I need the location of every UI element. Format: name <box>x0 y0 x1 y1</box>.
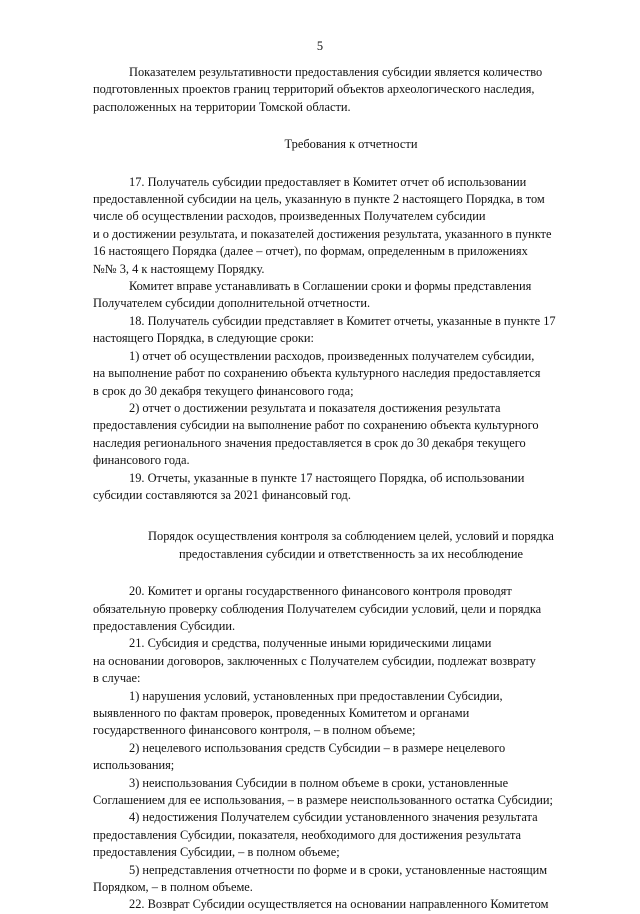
paragraph-17 <box>93 174 609 278</box>
text-line: Порядком, – в полном объеме. <box>93 880 253 895</box>
paragraph-22 <box>93 896 609 913</box>
text-line: предоставления Субсидии. <box>93 618 236 633</box>
text-line: 18. Получатель субсидии представляет в Комитет отчеты, указанные в пункте 17 <box>129 313 556 328</box>
text-line: Получателем субсидии дополнительной отчетности. <box>93 296 371 311</box>
text-line: числе об осуществлении расходов, произведенных Получателем субсидии <box>93 209 486 224</box>
section-title-reporting: Требования к отчетности <box>284 137 418 152</box>
text-line: Соглашением для ее использования, – в размере неиспользованного остатка Субсидии; <box>93 793 554 808</box>
section-title-control <box>93 528 609 563</box>
paragraph-21-item-3 <box>93 775 609 810</box>
text-line: подготовленных проектов границ территорий объектов археологического наследия, <box>93 82 535 97</box>
paragraph-18-item-2 <box>93 400 609 470</box>
text-line: субсидии составляются за 2021 финансовый год. <box>93 487 351 502</box>
text-line: 2) отчет о достижении результата и показателя достижения результата <box>129 400 501 415</box>
text-line: настоящего Порядка, в следующие сроки: <box>93 331 314 346</box>
text-line: 2) нецелевого использования средств Субсидии – в размере нецелевого <box>129 740 506 755</box>
text-line: финансового года. <box>93 453 190 468</box>
text-line: 16 настоящего Порядка (далее – отчет), по формам, определенным в приложениях <box>93 244 528 259</box>
text-line: выявленного по фактам проверок, проведенных Комитетом и органами <box>93 706 470 720</box>
text-line: государственного финансового контроля, – в полном объеме; <box>93 723 416 738</box>
text-line: предоставления Субсидии, – в полном объеме; <box>93 845 340 860</box>
text-line: предоставления субсидии на выполнение работ по сохранению объекта культурного <box>93 418 539 433</box>
text-line: расположенных на территории Томской области. <box>93 99 351 114</box>
paragraph-18-item-1 <box>93 348 609 400</box>
text-line: 5) непредставления отчетности по форме и в сроки, установленные настоящим <box>129 862 548 877</box>
text-line: Порядок осуществления контроля за соблюдением целей, условий и порядка <box>148 529 554 544</box>
text-line: 1) нарушения условий, установленных при предоставлении Субсидии, <box>129 688 503 703</box>
text-line: 20. Комитет и органы государственного финансового контроля проводят <box>129 584 512 599</box>
text-line: в случае: <box>93 671 141 686</box>
text-line: 21. Субсидия и средства, полученные иными юридическими лицами <box>129 636 492 651</box>
document-body <box>93 64 609 914</box>
paragraph-20 <box>93 583 609 635</box>
paragraph-17-extra <box>93 278 609 313</box>
paragraph-21-item-1 <box>93 688 609 740</box>
text-line: предоставления субсидии и ответственность за их несоблюдение <box>179 546 523 561</box>
text-line: предоставленной субсидии на цель, указанную в пункте 2 настоящего Порядка, в том <box>93 192 545 207</box>
text-line: 1) отчет об осуществлении расходов, произведенных получателем субсидии, <box>129 348 535 363</box>
text-line: и о достижении результата, и показателей достижения результата, указанного в пункте <box>93 226 552 241</box>
paragraph-18 <box>93 313 609 348</box>
paragraph-21-item-4 <box>93 809 609 861</box>
text-line: 19. Отчеты, указанные в пункте 17 настоящего Порядка, об использовании <box>129 470 525 485</box>
paragraph-21 <box>93 635 609 687</box>
text-line: Показателем результативности предоставления субсидии является количество <box>129 65 543 79</box>
text-line: 17. Получатель субсидии предоставляет в Комитет отчет об использовании <box>129 174 527 189</box>
paragraph-21-item-5 <box>93 862 609 897</box>
text-line: использования; <box>93 758 175 773</box>
text-line: Комитет вправе устанавливать в Соглашении сроки и формы представления <box>129 279 532 294</box>
text-line: 3) неиспользования Субсидии в полном объеме в сроки, установленные <box>129 775 509 790</box>
text-line: наследия регионального значения предоставляется в срок до 30 декабря текущего <box>93 435 526 450</box>
text-line: на выполнение работ по сохранению объекта культурного наследия предоставляется <box>93 366 541 381</box>
text-line: №№ 3, 4 к настоящему Порядку. <box>93 261 265 276</box>
text-line: 4) недостижения Получателем субсидии установленного значения результата <box>129 810 538 825</box>
text-line: обязательную проверку соблюдения Получателем субсидии условий, цели и порядка <box>93 601 542 616</box>
paragraph-intro <box>93 64 609 116</box>
text-line: в срок до 30 декабря текущего финансового года; <box>93 383 354 398</box>
text-line: 22. Возврат Субсидии осуществляется на основании направленного Комитетом <box>129 897 549 912</box>
paragraph-19 <box>93 470 609 505</box>
paragraph-21-item-2 <box>93 740 609 775</box>
text-line: предоставления Субсидии, показателя, необходимого для достижения результата <box>93 827 522 842</box>
text-line: на основании договоров, заключенных с Получателем субсидии, подлежат возврату <box>93 653 536 668</box>
page-number: 5 <box>316 39 324 53</box>
